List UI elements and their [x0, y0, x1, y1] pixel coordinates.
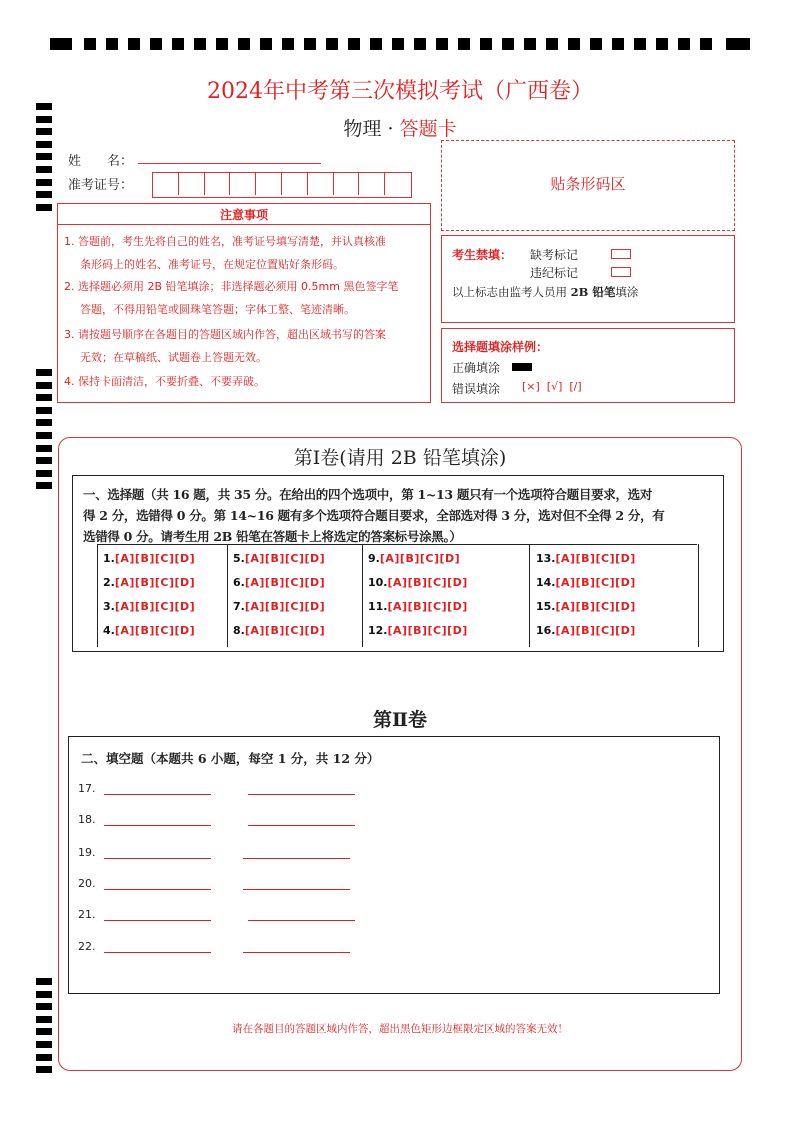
fill-blank-section — [68, 736, 720, 994]
answer-options[interactable]: [A][B][C][D] — [379, 552, 461, 565]
correct-fill-sample — [512, 363, 532, 371]
answer-options[interactable]: [A][B][C][D] — [114, 576, 196, 589]
timing-marks-top — [50, 38, 750, 52]
wrong-fill-samples: [×] [√] [/] — [522, 380, 582, 393]
blank-answer-line[interactable] — [248, 825, 355, 826]
timing-mark — [36, 978, 52, 985]
timing-mark — [36, 419, 52, 426]
choice-question[interactable] — [103, 624, 195, 637]
timing-mark — [36, 382, 52, 389]
blank-answer-line[interactable] — [104, 858, 211, 859]
answer-options[interactable]: [A][B][C][D] — [114, 600, 196, 613]
choice-question[interactable] — [368, 576, 468, 589]
correct-fill-label: 正确填涂 — [452, 361, 501, 375]
page-title: 2024年中考第三次模拟考试（广西卷） — [207, 79, 593, 104]
answer-options[interactable]: [A][B][C][D] — [555, 600, 636, 613]
choice-question[interactable] — [536, 624, 636, 637]
violation-mark-box[interactable] — [611, 267, 631, 277]
choice-question[interactable] — [103, 576, 195, 589]
notice-item-2: 2. 选择题必须用 2B 铅笔填涂；非选择题必须用 0.5mm 黑色签字笔 — [64, 280, 399, 293]
choice-question[interactable] — [233, 624, 325, 637]
timing-mark — [36, 1066, 52, 1073]
part1-title: 第Ⅰ卷(请用 2B 铅笔填涂) — [293, 447, 507, 469]
footer-warning: 请在各题目的答题区域内作答，超出黑色矩形边框限定区域的答案无效！ — [232, 1023, 568, 1035]
question-number: 10. — [368, 576, 388, 589]
notice-item-1: 1. 答题前，考生先将自己的姓名，准考证号填写清楚，并认真核准 — [64, 235, 386, 248]
choice-question[interactable] — [103, 600, 195, 613]
choice-question[interactable] — [368, 600, 468, 613]
question-number: 12. — [368, 624, 388, 637]
question-number: 5. — [233, 552, 245, 565]
timing-mark — [36, 482, 52, 489]
blank-question-number: 19. — [78, 846, 96, 859]
blank-answer-line[interactable] — [243, 858, 350, 859]
forbidden-label: 考生禁填： — [452, 248, 513, 262]
blank-answer-line[interactable] — [104, 825, 211, 826]
notice-item-3: 3. 请按题号顺序在各题目的答题区域内作答，超出区域书写的答案 — [64, 328, 386, 341]
timing-mark — [36, 394, 52, 401]
blank-answer-line[interactable] — [104, 952, 211, 953]
card-label: 答题卡 — [399, 118, 457, 140]
notice-box — [57, 203, 431, 403]
blank-answer-line[interactable] — [104, 920, 211, 921]
answer-options[interactable]: [A][B][C][D] — [387, 600, 468, 613]
blank-question-number: 21. — [78, 908, 96, 921]
question-number: 14. — [536, 576, 556, 589]
timing-mark — [36, 1054, 52, 1061]
barcode-area — [441, 140, 735, 231]
question-number: 13. — [536, 552, 556, 565]
choice-question[interactable] — [536, 552, 636, 565]
part2-title: 第Ⅱ卷 — [372, 709, 427, 731]
answer-options[interactable]: [A][B][C][D] — [387, 624, 468, 637]
notice-item-1-cont: 条形码上的姓名、准考证号，在规定位置贴好条形码。 — [80, 258, 344, 271]
answer-options[interactable]: [A][B][C][D] — [244, 576, 326, 589]
question-number: 2. — [103, 576, 115, 589]
question-number: 7. — [233, 600, 245, 613]
notice-title: 注意事项 — [219, 208, 268, 222]
choice-question[interactable] — [368, 552, 460, 565]
timing-mark — [36, 141, 52, 148]
choice-question[interactable] — [103, 552, 195, 565]
question-number: 3. — [103, 600, 115, 613]
notice-item-2-cont: 答题，不得用铅笔或圆珠笔答题；字体工整、笔迹清晰。 — [80, 303, 355, 316]
subject-label: 物理 — [343, 118, 382, 140]
timing-mark — [36, 204, 52, 211]
answer-options[interactable]: [A][B][C][D] — [387, 576, 468, 589]
blank-answer-line[interactable] — [248, 920, 355, 921]
absent-mark-label: 缺考标记 — [530, 248, 579, 262]
timing-mark — [36, 1003, 52, 1010]
name-field[interactable] — [138, 163, 321, 164]
wrong-fill-label: 错误填涂 — [452, 382, 501, 396]
timing-mark — [36, 191, 52, 198]
timing-mark — [36, 991, 52, 998]
answer-options[interactable]: [A][B][C][D] — [244, 552, 326, 565]
timing-mark — [36, 369, 52, 376]
forbidden-note: 以上标志由监考人员用 2B 铅笔填涂 — [452, 285, 639, 299]
question-number: 15. — [536, 600, 556, 613]
answer-options[interactable]: [A][B][C][D] — [244, 624, 326, 637]
forbidden-box — [441, 235, 735, 323]
choice-question[interactable] — [233, 552, 325, 565]
choice-question[interactable] — [536, 576, 636, 589]
answer-options[interactable]: [A][B][C][D] — [114, 624, 196, 637]
exam-number-grid[interactable] — [152, 172, 412, 198]
choice-question[interactable] — [233, 600, 325, 613]
sample-label: 选择题填涂样例： — [452, 340, 549, 354]
choice-question[interactable] — [368, 624, 468, 637]
blank-question-number: 22. — [78, 940, 96, 953]
choice-question[interactable] — [233, 576, 325, 589]
answer-options[interactable]: [A][B][C][D] — [114, 552, 196, 565]
answer-options[interactable]: [A][B][C][D] — [555, 624, 636, 637]
barcode-label: 贴条形码区 — [550, 175, 626, 193]
question-number: 4. — [103, 624, 115, 637]
separator-dot: · — [387, 118, 394, 140]
choice-instructions: 一、选择题（共 16 题，共 35 分。在给出的四个选项中，第 1~13 题只有一个选项符合题目要求，选对 得 2 分，选错得 0 分。第 14~16 题有多个选项符合题目要求，全部选对得 3 分，选对但不全得 2 分，有 选错得 0 分。请考生用 2B 铅笔在答题卡上将选定的答案标号涂黑。） — [83, 487, 665, 544]
blank-question-number: 18. — [78, 813, 96, 826]
timing-mark — [36, 407, 52, 414]
fill-blank-heading: 二、填空题（本题共 6 小题，每空 1 分，共 12 分） — [81, 751, 380, 766]
question-number: 8. — [233, 624, 245, 637]
page-subtitle — [0, 114, 800, 141]
answer-options[interactable]: [A][B][C][D] — [244, 600, 326, 613]
blank-answer-line[interactable] — [243, 952, 350, 953]
blank-answer-line[interactable] — [104, 889, 211, 890]
answer-options[interactable]: [A][B][C][D] — [555, 552, 636, 565]
notice-item-4: 4. 保持卡面清洁，不要折叠、不要弄破。 — [64, 375, 265, 388]
absent-mark-box[interactable] — [611, 249, 631, 259]
blank-answer-line[interactable] — [104, 794, 211, 795]
timing-mark — [36, 1041, 52, 1048]
question-number: 11. — [368, 600, 388, 613]
notice-item-3-cont: 无效；在草稿纸、试题卷上答题无效。 — [80, 351, 267, 364]
blank-question-number: 17. — [78, 782, 96, 795]
choice-question[interactable] — [536, 600, 636, 613]
blank-answer-line[interactable] — [243, 889, 350, 890]
timing-mark — [36, 432, 52, 439]
answer-options[interactable]: [A][B][C][D] — [555, 576, 636, 589]
name-label: 姓 名： — [68, 154, 134, 169]
question-number: 16. — [536, 624, 556, 637]
timing-mark — [36, 470, 52, 477]
blank-question-number: 20. — [78, 877, 96, 890]
question-number: 6. — [233, 576, 245, 589]
exam-number-label: 准考证号： — [68, 178, 134, 193]
question-number: 9. — [368, 552, 380, 565]
question-number: 1. — [103, 552, 115, 565]
timing-mark — [36, 153, 52, 160]
violation-mark-label: 违纪标记 — [530, 266, 579, 280]
timing-mark — [36, 179, 52, 186]
timing-mark — [36, 166, 52, 173]
sample-box — [441, 328, 735, 403]
blank-answer-line[interactable] — [248, 794, 355, 795]
